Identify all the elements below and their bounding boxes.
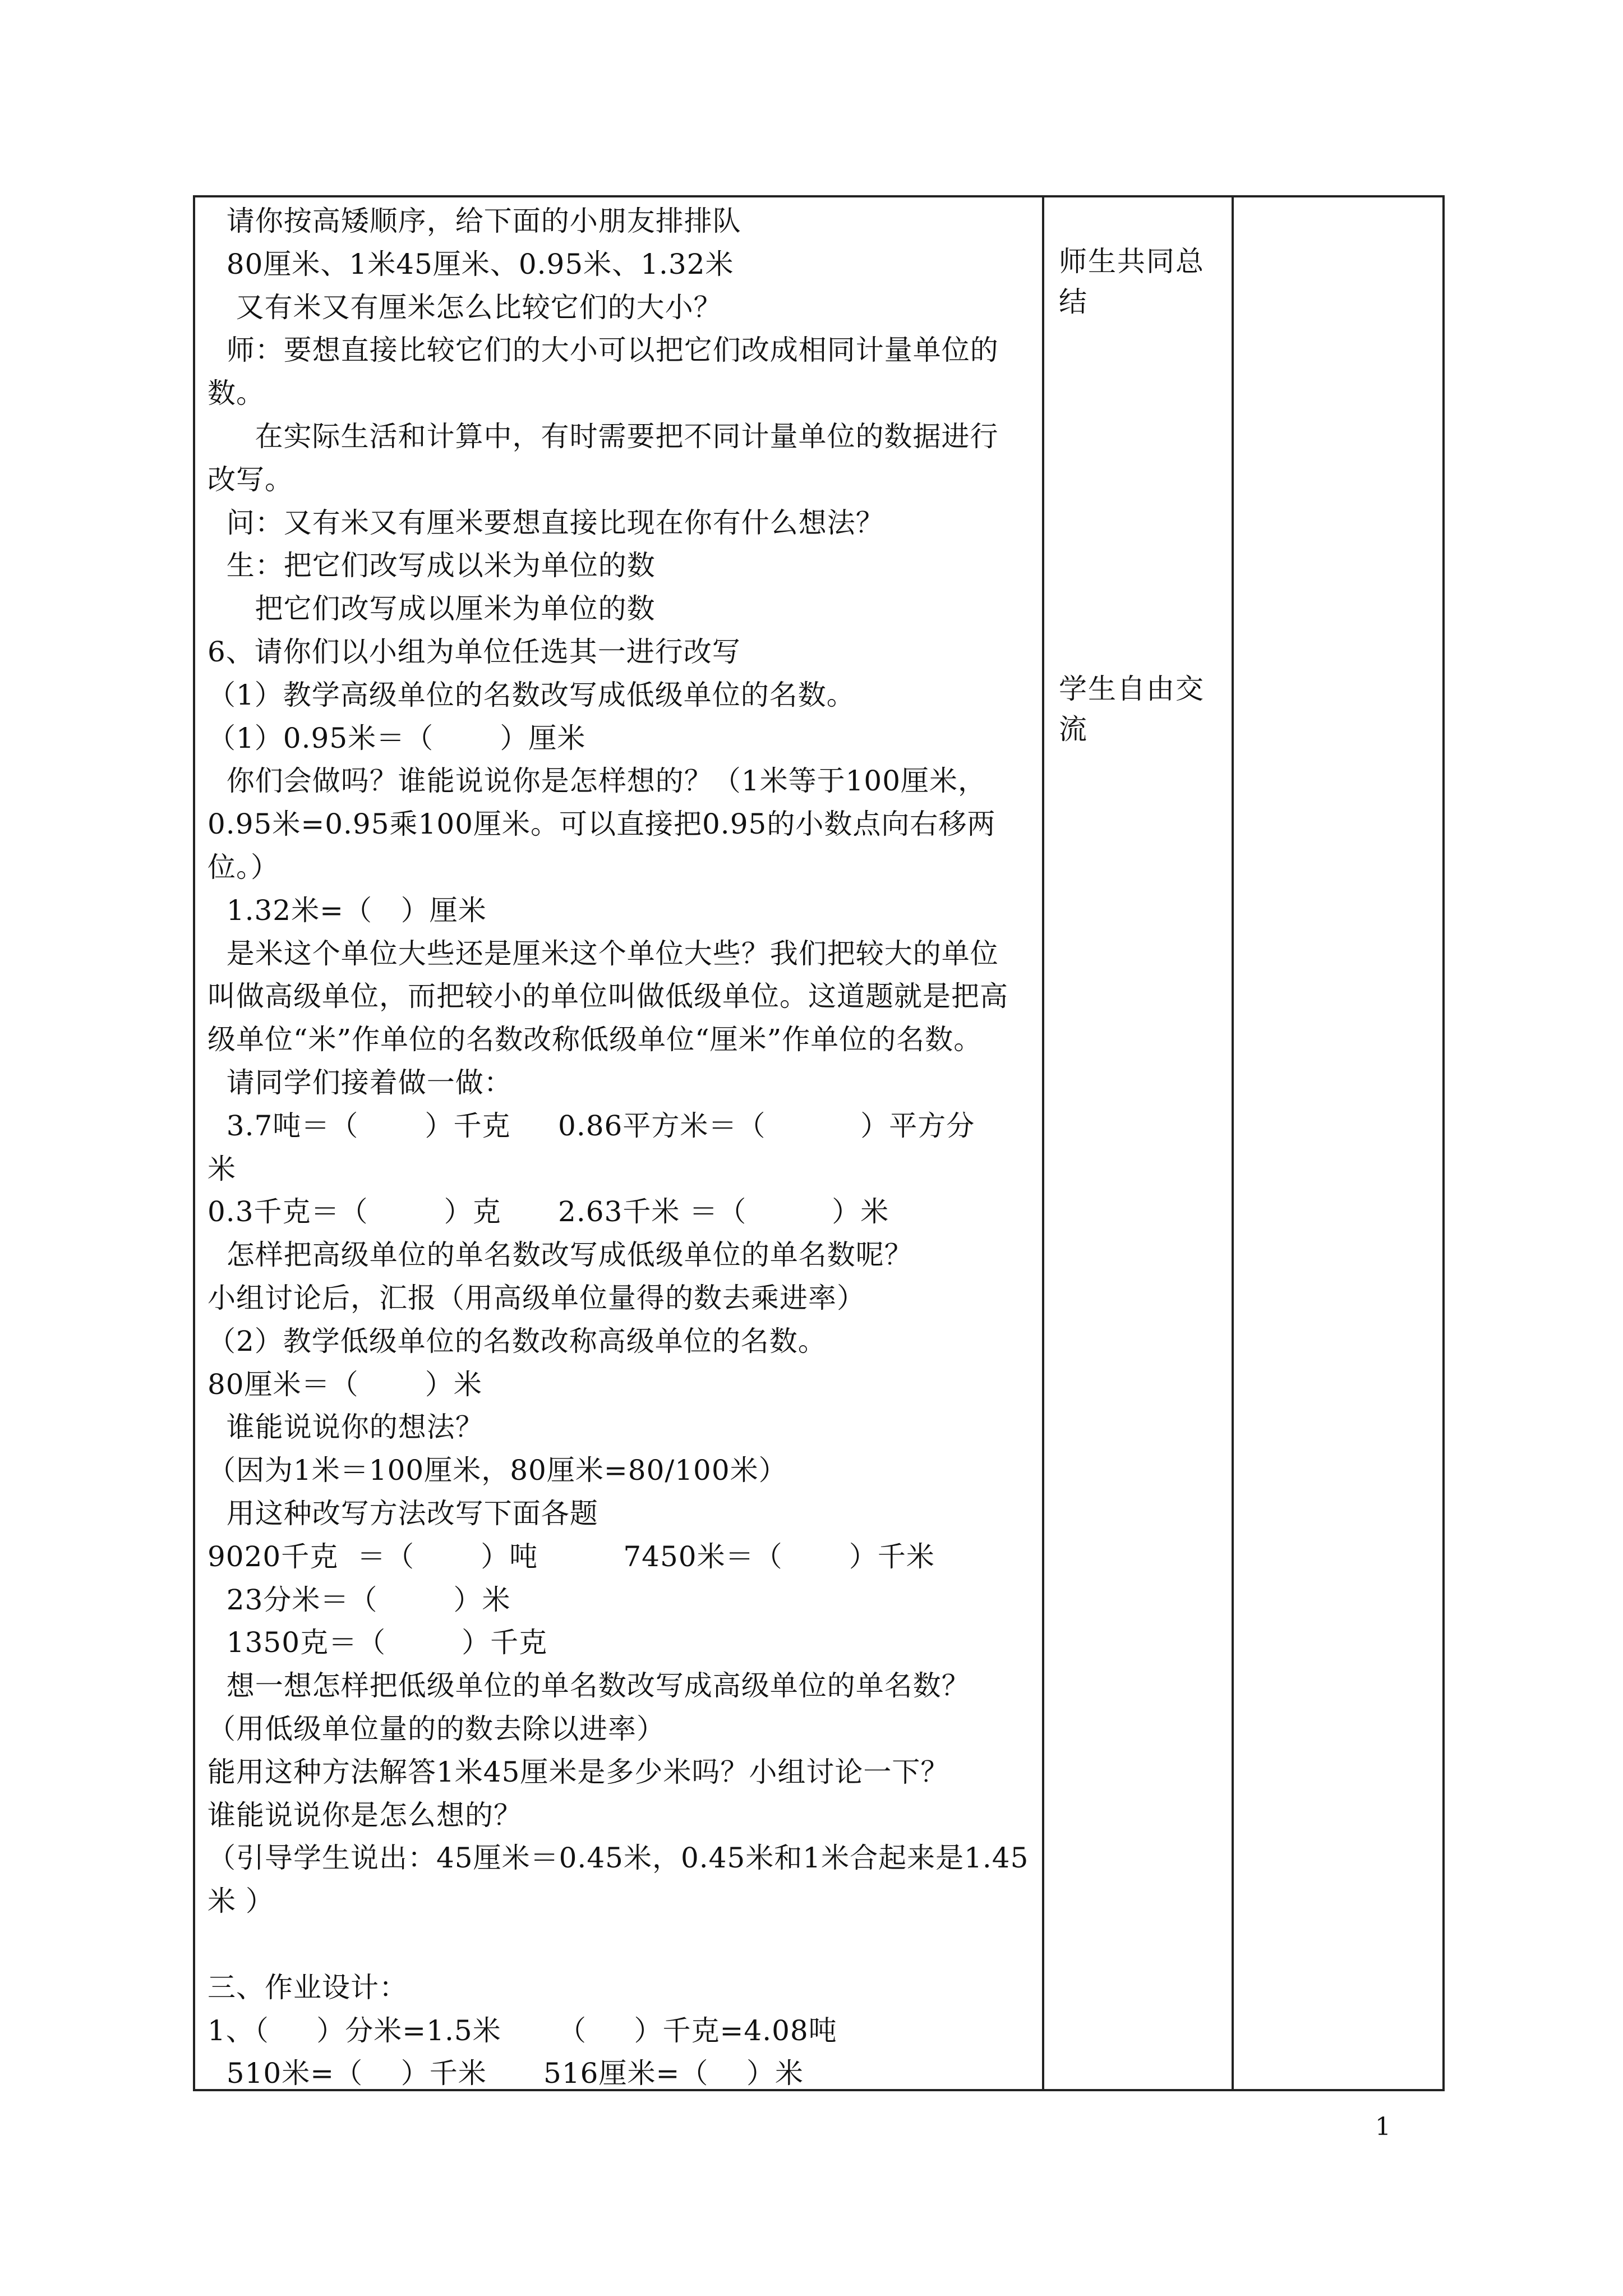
content-line: 叫做高级单位，而把较小的单位叫做低级单位。这道题就是把高 [208,980,1008,1013]
page-number: 1 [1375,2113,1391,2141]
content-line: 23分米＝（ ）米 [208,1583,511,1616]
content-line: （用低级单位量的的数去除以进率） [208,1713,665,1745]
content-line: 1.32米=（ ）厘米 [208,894,487,927]
content-line: 米 ） [208,1885,274,1918]
content-line: 请同学们接着做一做： [208,1066,513,1099]
content-line: 把它们改写成以厘米为单位的数 [208,592,656,625]
column-divider-1 [1042,195,1044,2091]
content-line: 问：又有米又有厘米要想直接比现在你有什么想法？ [208,506,884,539]
content-line: 小组讨论后，汇报（用高级单位量得的数去乘进率） [208,1282,865,1314]
content-line: 生：把它们改写成以米为单位的数 [208,549,656,582]
content-line: 改写。 [208,463,293,496]
content-line: 0.3千克＝（ ）克 2.63千米 ＝（ ）米 [208,1195,889,1228]
content-line: 又有米又有厘米怎么比较它们的大小？ [208,291,722,324]
content-line: （引导学生说出：45厘米＝0.45米，0.45米和1米合起来是1.45 [208,1842,1029,1875]
content-line: 510米=（ ）千米 516厘米=（ ）米 [208,2057,804,2090]
note-student-free-discussion [1059,669,1238,749]
content-line: 你们会做吗？谁能说说你是怎样想的？（1米等于100厘米， [208,765,987,798]
note-line: 师生共同总 [1059,245,1205,278]
content-line: （2）教学低级单位的名数改称高级单位的名数。 [208,1324,827,1358]
content-line: 谁能说说你的想法？ [208,1411,484,1444]
content-line: 能用这种方法解答1米45厘米是多少米吗？小组讨论一下？ [208,1755,949,1788]
note-line: 流 [1059,713,1088,746]
content-line: 用这种改写方法改写下面各题 [208,1497,598,1530]
content-line: 谁能说说你是怎么想的？ [208,1798,522,1832]
content-line: 级单位“米”作单位的名数改称低级单位“厘米”作单位的名数。 [208,1023,983,1056]
content-line: （1）0.95米＝（ ）厘米 [208,721,586,754]
content-line: 是米这个单位大些还是厘米这个单位大些？我们把较大的单位 [208,937,999,970]
content-line: 1350克＝（ ）千克 [208,1626,548,1659]
content-line: 师：要想直接比较它们的大小可以把它们改成相同计量单位的 [208,334,999,367]
content-line: 米 [208,1152,236,1185]
note-line: 结 [1059,286,1088,318]
column-divider-2 [1232,195,1234,2091]
content-line: 数。 [208,377,265,410]
content-line: 1、（ ）分米=1.5米 （ ）千克=4.08吨 [208,2014,837,2047]
content-line: 80厘米、1米45厘米、0.95米、1.32米 [208,247,734,280]
content-line: 在实际生活和计算中，有时需要把不同计量单位的数据进行 [208,420,999,453]
content-line: （1）教学高级单位的名数改写成低级单位的名数。 [208,678,855,711]
content-line: 6、请你们以小组为单位任选其一进行改写 [208,636,741,668]
content-line: 怎样把高级单位的单名数改写成低级单位的单名数呢？ [208,1239,913,1272]
content-line: 位。） [208,851,279,884]
content-line: 三、作业设计： [208,1971,408,2004]
content-line: 9020千克 ＝（ ）吨 7450米＝（ ）千米 [208,1540,935,1573]
content-line: 想一想怎样把低级单位的单名数改写成高级单位的单名数？ [208,1669,970,1703]
content-line: （因为1米＝100厘米，80厘米=80/100米） [208,1454,787,1487]
note-line: 学生自由交 [1059,673,1205,705]
content-line: 请你按高矮顺序，给下面的小朋友排排队 [208,205,741,237]
note-teacher-student-summary [1059,241,1238,322]
content-line: 3.7吨＝（ ）千克 0.86平方米＝（ ）平方分 [208,1109,975,1142]
content-line: 80厘米＝（ ）米 [208,1368,482,1401]
content-line: 0.95米=0.95乘100厘米。可以直接把0.95的小数点向右移两 [208,808,996,841]
column-divider-3 [1442,195,1445,2091]
